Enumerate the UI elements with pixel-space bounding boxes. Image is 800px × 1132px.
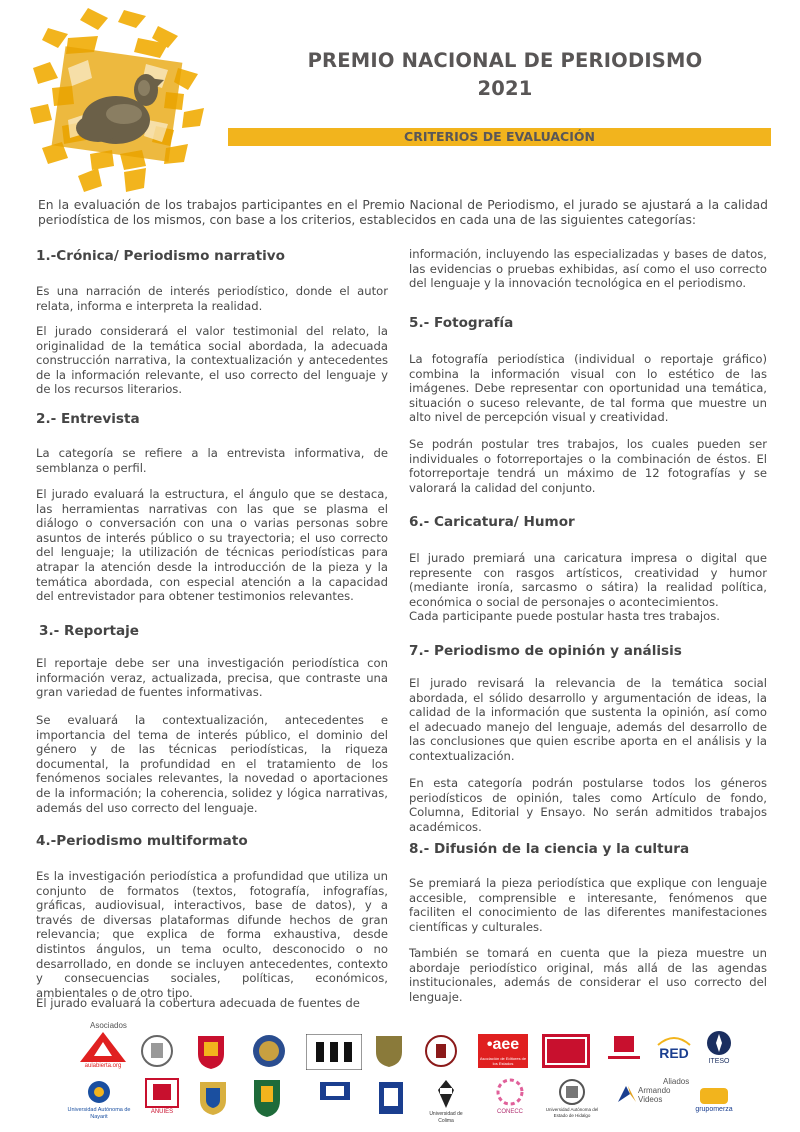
iteso-logo: ITESO (706, 1030, 732, 1070)
section-text: El jurado considerará el valor testimonial del relato, la originalidad de la temática social abordada, la adecuada construcción narrativa, la contextualización y antecedentes de la información relevante, el uso correcto del lenguaje y de los recursos literarios. (36, 324, 388, 397)
section-text: Se podrán postular tres trabajos, los cuales pueden ser individuales o fotorreportajes o la combinación de éstos. El fotorreportaje tendrá un máximo de 12 fotografías y se valorará la calidad del conjunto. (409, 437, 767, 495)
section-title-fotografia: 5.- Fotografía (409, 315, 514, 331)
uaem-logo (306, 1080, 364, 1116)
coat-arms-logo (198, 1080, 228, 1116)
scroll-logo (376, 1080, 406, 1116)
aee-logo: •aee Asociación de Editores de los Estados (479, 1036, 527, 1066)
section-title-difusion: 8.- Difusión de la ciencia y la cultura (409, 841, 690, 857)
intro-paragraph: En la evaluación de los trabajos participantes en el Premio Nacional de Periodismo, el jurado se ajustará a la calidad periodística de los mismos, con base a los criterios, establecidos en cada una de las siguientes categorías: (38, 198, 768, 228)
section-title-opinion: 7.- Periodismo de opinión y análisis (409, 643, 682, 659)
section-text: El jurado premiará una caricatura impresa o digital que represente con rasgos artísticos, creatividad y humor (mediante ironía, sarcasmo o sátira) la realidad política, económica o social de personajes o acontecimientos. (409, 551, 767, 609)
round-crest-logo (424, 1034, 458, 1068)
section-text: En esta categoría podrán postularse todos los géneros periodísticos de opinión, tales como Artículo de fondo, Columna, Editorial y Ensayo. No serán admitidos trabajos académicos. (409, 776, 767, 834)
left-column (36, 0, 388, 1132)
anuies-logo: ANUIES (145, 1078, 179, 1118)
section-text: Se premiará la pieza periodística que explique con lenguaje accesible, comprensible e interesante, fenómenos que faciliten el conocimiento de las diferentes manifestaciones científicas y culturales. (409, 876, 767, 934)
uaeh-logo: Universidad Autónoma del Estado de Hidalgo (544, 1078, 600, 1122)
red-grid-logo (542, 1034, 590, 1068)
allies-label: Aliados (663, 1077, 690, 1086)
uan-logo: Universidad Autónoma de Nayarit (64, 1080, 134, 1124)
section-title-cronica: 1.-Crónica/ Periodismo narrativo (36, 248, 285, 264)
section-text: El jurado revisará la relevancia de la temática social abordada, el sólido desarrollo y argumentación de ideas, la calidad de la información que sustenta la opinión, así como el adecuado manejo del lenguaje, además del desarrollo de las conclusiones que quien escribe aporta en el análisis y la contextualización. (409, 676, 767, 763)
section-text: Se evaluará la contextualización, antecedentes e importancia del tema de interés público, el dominio del género y de las técnicas periodísticas, la riqueza documental, la profundidad en el tratamiento de los fenómenos sociales relevantes, la novedad o aportaciones de la información; la coherencia, solidez y lógica narrativas, además del uso correcto del lenguaje. (36, 713, 388, 815)
circle-seal-logo (252, 1034, 286, 1068)
criteria-heading: CRITERIOS DE EVALUACIÓN (404, 129, 595, 144)
section-title-reportaje: 3.- Reportaje (39, 623, 140, 639)
section-text: Es la investigación periodística a profundidad que utiliza un conjunto de formatos (textos, fotografía, infografías, gráficas, audiovisual, interactivos, base de datos), y a través de diversas plataformas difunde hechos de gran relevancia; que explica de forma exhaustiva, desde distintos ángulos, un tema oculto, desconocido o no desarrollado, en donde se incluyen antecedentes, contexto y consecuencias sociales, políticas, económicos, ambientales o de otro tipo. (36, 869, 388, 1000)
ibero-logo (604, 1034, 644, 1068)
grupomerza-logo: grupomerza (690, 1086, 738, 1118)
section-title-entrevista: 2.- Entrevista (36, 411, 140, 427)
section-text: El reportaje debe ser una investigación periodística con información veraz, actualizada, precisa, que contraste una gran variedad de fuentes informativas. (36, 656, 388, 700)
section-text: información, incluyendo las especializadas y bases de datos, las evidencias o pruebas exhibidas, así como el uso correcto del lenguaje y la innovación tecnológica en el periodismo. (409, 247, 767, 291)
seal-logo (140, 1034, 174, 1068)
uam-logo (306, 1034, 362, 1070)
section-text: El jurado evaluará la estructura, el ángulo que se destaca, las herramientas narrativas con las que se plasma el diálogo o conversación con una o varias personas sobre asuntos de interés público o su trayectoria; el uso correcto del lenguaje; la utilización de técnicas periodísticas para atrapar la atención desde la introducción de la pieza y la temática abordada, con especial atención a la capacidad del entrevistador para obtener testimonios relevantes. (36, 487, 388, 604)
section-title-caricatura: 6.- Caricatura/ Humor (409, 514, 575, 530)
section-text: También se tomará en cuenta que la pieza muestre un abordaje periodístico original, más allá de las agendas institucionales, además de considerar el uso correcto del lenguaje. (409, 946, 767, 1004)
section-text: Cada participante puede postular hasta tres trabajos. (409, 609, 720, 623)
page-title: PREMIO NACIONAL DE PERIODISMO (307, 49, 703, 72)
section-text: El jurado evaluará la cobertura adecuada de fuentes de (36, 996, 360, 1010)
shield-green-logo (252, 1078, 282, 1118)
crest-logo (374, 1034, 404, 1068)
section-title-multiformato: 4.-Periodismo multiformato (36, 833, 248, 849)
red-logo: RED (656, 1034, 692, 1068)
section-text: Es una narración de interés periodístico, donde el autor relata, informa e interpreta la realidad. (36, 284, 388, 313)
shield-logo (196, 1034, 226, 1070)
associates-label: Asociados (90, 1021, 127, 1030)
conecc-logo: CONECC (490, 1078, 530, 1118)
armando-videos-logo: Armando Videos (616, 1084, 680, 1110)
aulabierta-logo: aulabierta.org (80, 1032, 126, 1072)
page-title-year: 2021 (477, 77, 533, 100)
section-text: La fotografía periodística (individual o reportaje gráfico) combina la información visual con lo estético de las imágenes. Debe representar con oportunidad una temática, situación o suceso relevante, de tal forma que muestre un alto nivel de percepción visual y creatividad. (409, 352, 767, 425)
section-text: La categoría se refiere a la entrevista informativa, de semblanza o perfil. (36, 446, 388, 475)
colima-logo: Universidad de Colima (424, 1078, 468, 1120)
right-column (409, 0, 767, 1132)
